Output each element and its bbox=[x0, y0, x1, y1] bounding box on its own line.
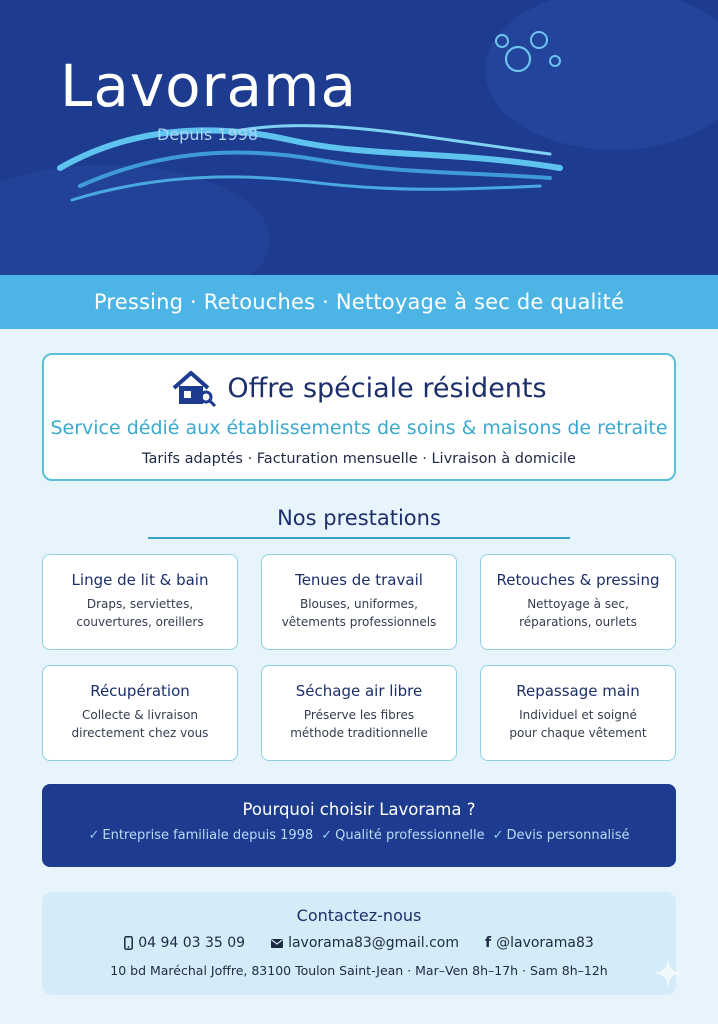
service-title: Linge de lit & bain bbox=[71, 571, 209, 589]
service-description: Individuel et soigné pour chaque vêtement bbox=[509, 708, 647, 740]
header-banner bbox=[0, 0, 718, 275]
service-card bbox=[480, 665, 676, 761]
since-text: Depuis 1998 bbox=[157, 125, 259, 144]
why-point: ✓ Qualité professionnelle bbox=[321, 828, 485, 843]
email-address: lavorama83@gmail.com bbox=[288, 935, 459, 951]
service-title: Retouches & pressing bbox=[496, 571, 660, 589]
sparkle-icon bbox=[650, 955, 686, 991]
service-card bbox=[261, 665, 457, 761]
facebook-contact[interactable] bbox=[485, 935, 594, 951]
why-point: ✓ Entreprise familiale depuis 1998 bbox=[88, 828, 314, 843]
service-description: Préserve les fibres méthode traditionnelle bbox=[290, 708, 428, 740]
service-title: Repassage main bbox=[516, 682, 640, 700]
contact-box bbox=[42, 892, 676, 995]
email-contact[interactable] bbox=[271, 935, 459, 951]
facebook-handle: @lavorama83 bbox=[496, 935, 594, 951]
contact-row bbox=[42, 935, 676, 951]
service-card bbox=[42, 554, 238, 650]
service-card bbox=[261, 554, 457, 650]
why-choose-band bbox=[42, 784, 676, 867]
house-key-icon bbox=[171, 369, 217, 407]
service-description: Nettoyage à sec, réparations, ourlets bbox=[519, 597, 637, 629]
why-point: ✓ Devis personnalisé bbox=[492, 828, 630, 843]
service-card bbox=[42, 665, 238, 761]
offer-details: Tarifs adaptés · Facturation mensuelle · Livraison à domicile bbox=[142, 451, 576, 467]
service-description: Blouses, uniformes, vêtements professionnels bbox=[281, 597, 437, 629]
waves-icon bbox=[0, 0, 718, 275]
offer-card bbox=[42, 353, 676, 481]
contact-title: Contactez-nous bbox=[296, 906, 422, 925]
envelope-icon bbox=[271, 939, 283, 948]
phone-contact[interactable] bbox=[124, 935, 245, 951]
checkmark-icon: ✓ bbox=[88, 828, 100, 843]
service-title: Tenues de travail bbox=[295, 571, 423, 589]
offer-title: Offre spéciale résidents bbox=[227, 372, 547, 404]
tagline-band bbox=[0, 275, 718, 329]
offer-title-row bbox=[44, 369, 674, 407]
brand-logo-text: Lavorama bbox=[60, 52, 358, 120]
phone-number: 04 94 03 35 09 bbox=[138, 935, 246, 951]
facebook-icon: f bbox=[485, 935, 492, 951]
service-description: Draps, serviettes, couvertures, oreillers bbox=[76, 597, 204, 629]
checkmark-icon: ✓ bbox=[492, 828, 504, 843]
why-title: Pourquoi choisir Lavorama ? bbox=[242, 800, 476, 819]
tagline: Pressing · Retouches · Nettoyage à sec de qualité bbox=[93, 290, 625, 314]
service-card bbox=[480, 554, 676, 650]
phone-icon bbox=[124, 936, 133, 950]
service-description: Collecte & livraison directement chez vous bbox=[71, 708, 209, 740]
service-title: Séchage air libre bbox=[295, 682, 423, 700]
address-hours: 10 bd Maréchal Joffre, 83100 Toulon Saint-Jean · Mar–Ven 8h–17h · Sam 8h–12h bbox=[110, 963, 608, 978]
checkmark-icon: ✓ bbox=[321, 828, 333, 843]
section-title: Nos prestations bbox=[277, 506, 441, 530]
why-points bbox=[42, 828, 676, 843]
service-title: Récupération bbox=[90, 682, 190, 700]
section-divider bbox=[148, 537, 570, 539]
offer-subtitle: Service dédié aux établissements de soins & maisons de retraite bbox=[50, 417, 668, 439]
